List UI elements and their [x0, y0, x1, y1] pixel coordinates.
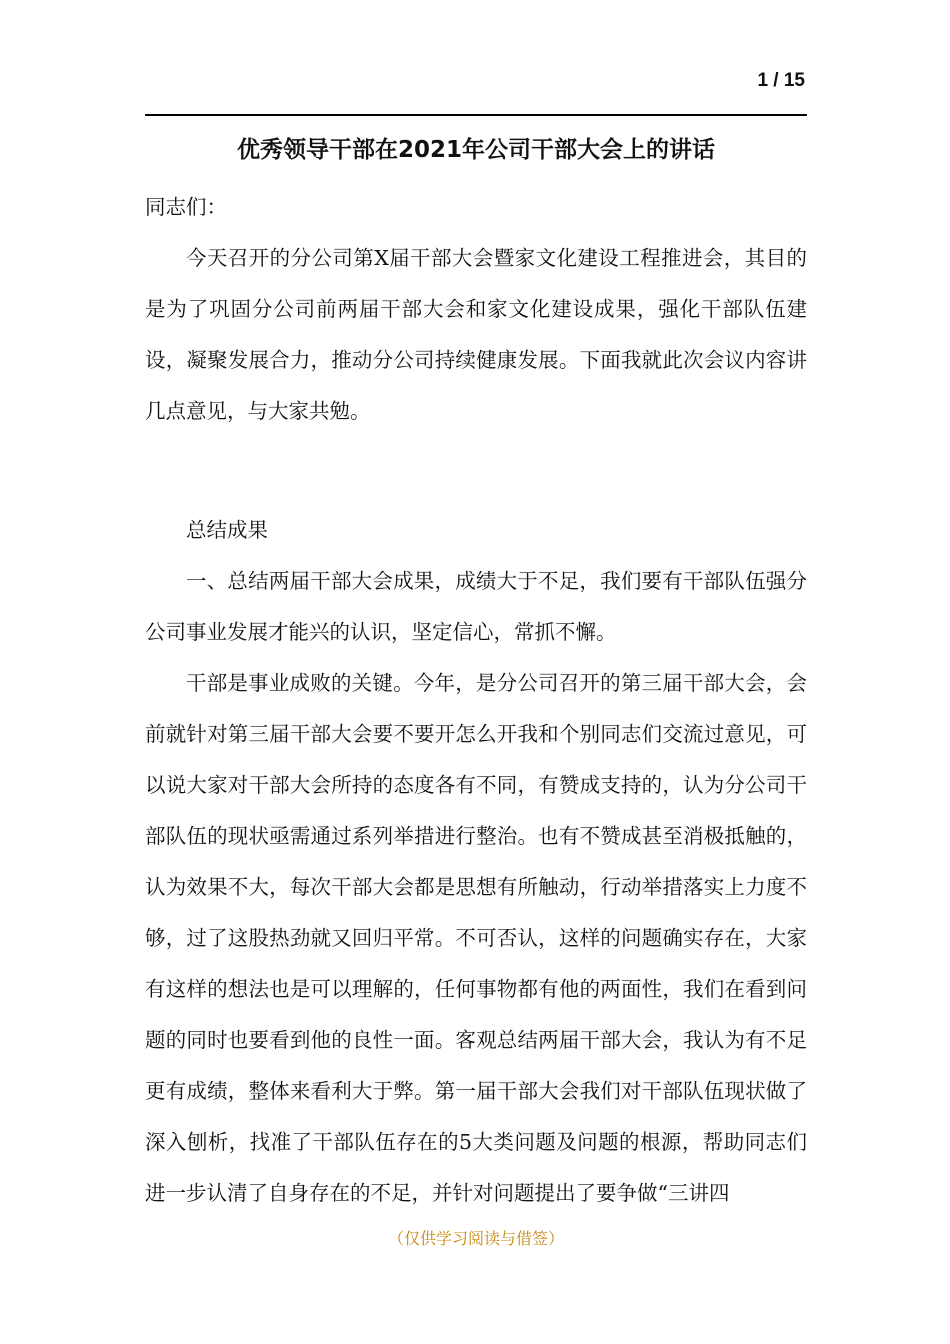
salutation: 同志们： — [145, 195, 227, 219]
document-body — [145, 182, 807, 1219]
header-rule — [145, 114, 807, 116]
paragraph-spacer — [145, 437, 807, 488]
paragraph-intro: 今天召开的分公司第X届干部大会暨家文化建设工程推进会，其目的是为了巩固分公司前两届干部大会和家文化建设成果，强化干部队伍建设，凝聚发展合力，推动分公司持续健康发展。下面我就此次会议内容讲几点意见，与大家共勉。 — [145, 246, 807, 423]
page-number: 1 / 15 — [757, 70, 805, 91]
paragraph-body-one: 干部是事业成败的关键。今年，是分公司召开的第三届干部大会，会前就针对第三届干部大会要不要开怎么开我和个别同志们交流过意见，可以说大家对干部大会所持的态度各有不同，有赞成支持的，认为分公司干部队伍的现状亟需通过系列举措进行整治。也有不赞成甚至消极抵触的，认为效果不大，每次干部大会都是思想有所触动，行动举措落实上力度不够，过了这股热劲就又回归平常。不可否认，这样的问题确实存在，大家有这样的想法也是可以理解的，任何事物都有他的两面性，我们在看到问题的同时也要看到他的良性一面。客观总结两届干部大会，我认为有不足更有成绩，整体来看利大于弊。第一届干部大会我们对干部队伍现状做了深入刨析，找准了干部队伍存在的5大类问题及问题的根源，帮助同志们进一步认清了自身存在的不足，并针对问题提出了要争做“三讲四 — [145, 671, 807, 1205]
paragraph-point-one: 一、总结两届干部大会成果，成绩大于不足，我们要有干部队伍强分公司事业发展才能兴的认识，坚定信心，常抓不懈。 — [145, 569, 807, 644]
footer-note: （仅供学习阅读与借签） — [387, 1229, 564, 1248]
section-heading: 总结成果 — [186, 518, 268, 542]
document-title: 优秀领导干部在2021年公司干部大会上的讲话 — [236, 137, 715, 163]
